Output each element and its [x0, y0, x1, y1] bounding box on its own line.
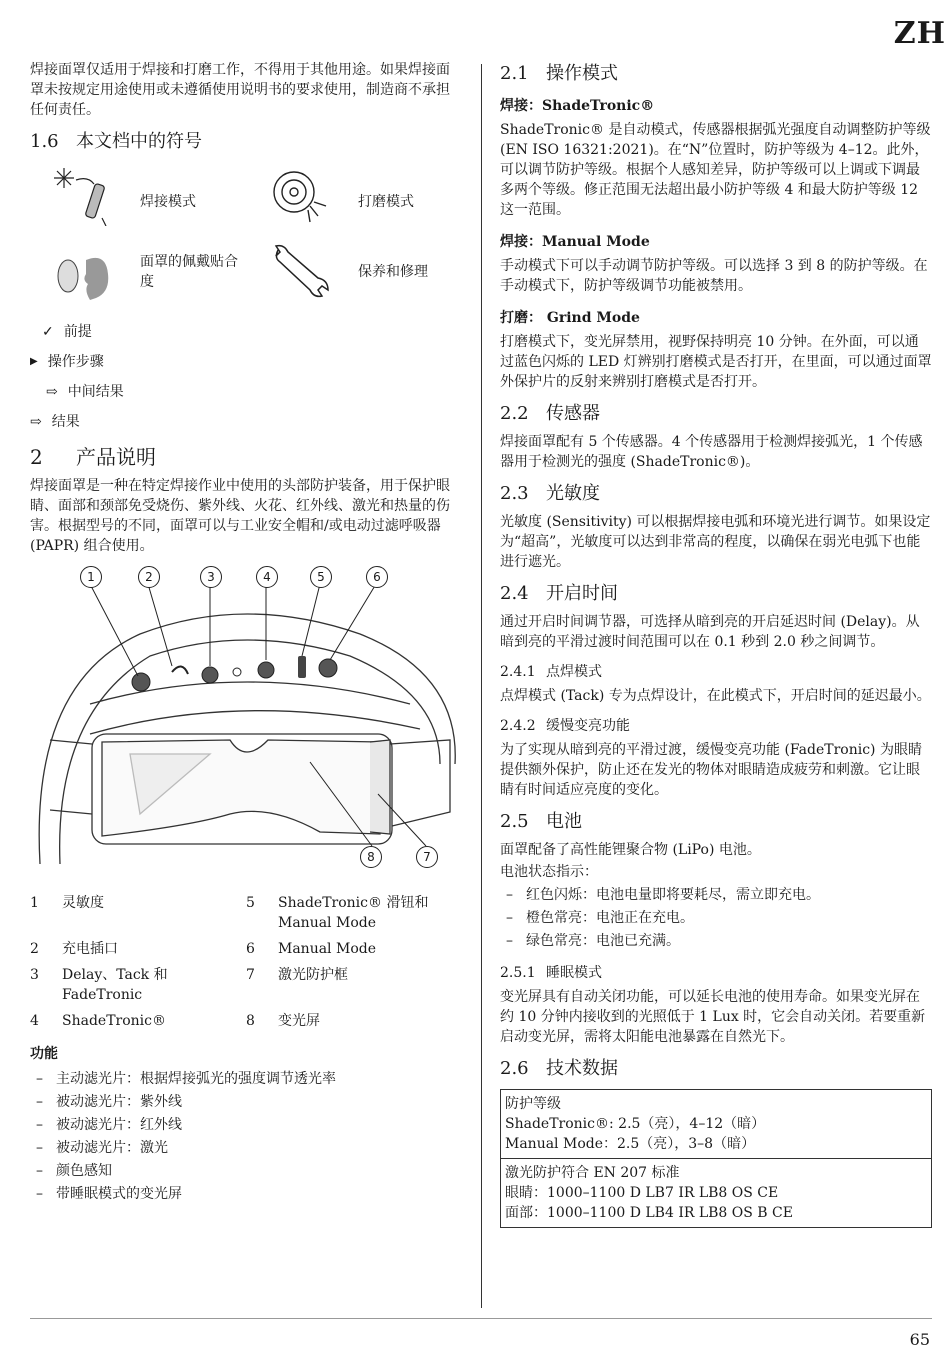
callout-7: 7	[416, 846, 438, 868]
sensitivity-paragraph: 光敏度 (Sensitivity) 可以根据焊接电弧和环境光进行调节。如果设定为“超高”，光敏度可以达到非常高的程度，以确保在弱光电弧下也能进行遮光。	[500, 514, 931, 570]
check-icon: ✓	[42, 324, 54, 340]
section-2-6-heading: 2.6 技术数据	[500, 1058, 618, 1079]
tack-paragraph: 点焊模式 (Tack) 专为点焊设计，在此模式下，开启时间的延迟最小。	[500, 688, 931, 704]
grind-title: 打磨： Grind Mode	[500, 310, 640, 326]
functions-title: 功能	[30, 1046, 58, 1062]
symbol-grid	[30, 162, 455, 312]
footer-rule	[30, 1318, 932, 1319]
list-item: – 绿色常亮：电池已充满。	[500, 930, 932, 953]
result-arrow-icon: ⇨	[30, 414, 42, 430]
helmet-figure	[30, 564, 460, 884]
section-2-4-2-heading: 2.4.2 缓慢变亮功能	[500, 718, 630, 734]
list-item: – 被动滤光片：激光	[30, 1137, 455, 1160]
list-item: – 被动滤光片：红外线	[30, 1114, 455, 1137]
grinding-disc-icon	[270, 168, 330, 224]
sensor-paragraph: 焊接面罩配有 5 个传感器。4 个传感器用于检测焊接弧光，1 个传感器用于检测光的强度 (ShadeTronic®)。	[500, 434, 923, 470]
battery-status-list	[500, 884, 932, 953]
list-item: – 主动滤光片：根据焊接弧光的强度调节透光率	[30, 1068, 455, 1091]
battery-paragraph: 面罩配备了高性能锂聚合物 (LiPo) 电池。	[500, 842, 761, 858]
section-2-paragraph: 焊接面罩是一种在特定焊接作业中使用的头部防护装备，用于保护眼睛、面部和颈部免受烧伤、紫外线、火花、红外线、激光和热量的伤害。根据型号的不同，面罩可以与工业安全帽和/或电动过滤呼吸器 (PAPR) 组合使用。	[30, 478, 450, 554]
step-arrow-icon: ▶	[30, 356, 38, 367]
manual-paragraph: 手动模式下可以手动调节防护等级。可以选择 3 到 8 的防护等级。在手动模式下，防护等级调节功能被禁用。	[500, 258, 928, 294]
callout-1: 1	[80, 566, 102, 588]
shadetronic-paragraph: ShadeTronic® 是自动模式，传感器根据弧光强度自动调整防护等级 (EN ISO 16321:2021)。在“N”位置时，防护等级为 4–12。此外，可以调节防护等级。根据个人感知差异，防护等级可以上调或下调最多两个等级。修正范围无法超出最小防护等级 4 和最大防护等级 12 这一范围。	[500, 122, 931, 218]
right-column	[500, 60, 932, 1228]
welding-torch-icon	[54, 166, 114, 226]
section-1-6-heading: 1.6 本文档中的符号	[30, 131, 202, 152]
intro-paragraph: 焊接面罩仅适用于焊接和打磨工作，不得用于其他用途。如果焊接面罩未按规定用途使用或未遵循使用说明书的要求使用，制造商不承担任何责任。	[30, 62, 450, 118]
shadetronic-title: 焊接：ShadeTronic®	[500, 98, 655, 114]
legend-result: ⇨ 结果	[30, 414, 80, 430]
list-item: – 橙色常亮：电池正在充电。	[500, 907, 932, 930]
manual-title: 焊接：Manual Mode	[500, 234, 650, 250]
section-2-2-heading: 2.2 传感器	[500, 403, 600, 424]
callout-2: 2	[138, 566, 160, 588]
legend-intermediate: ⇨ 中间结果	[46, 384, 124, 400]
symbol-label-welding: 焊接模式	[140, 194, 196, 210]
intermediate-arrow-icon: ⇨	[46, 384, 58, 400]
symbol-label-fit: 面罩的佩戴贴合度	[140, 254, 238, 290]
callout-8: 8	[360, 846, 382, 868]
sleep-paragraph: 变光屏具有自动关闭功能，可以延长电池的使用寿命。如果变光屏在约 10 分钟内接收到的光照低于 1 Lux 时，它会自动关闭。若要重新启动变光屏，需将太阳能电池暴露在自然光下。	[500, 989, 926, 1045]
tech-cell-protection: 防护等级 ShadeTronic®: 2.5（亮），4–12（暗） Manual Mode：2.5（亮），3–8（暗）	[505, 1096, 766, 1152]
section-2-5-1-heading: 2.5.1 睡眠模式	[500, 965, 602, 981]
column-divider	[481, 64, 482, 1308]
helmet-drawing	[30, 564, 460, 884]
table-row: 2 充电插口 6 Manual Mode	[30, 941, 376, 957]
grind-paragraph: 打磨模式下，变光屏禁用，视野保持明亮 10 分钟。在外面，可以通过蓝色闪烁的 LED 灯辨别打磨模式是否打开，在里面，可以通过面罩外保护片的反射来辨别打磨模式是否打开。	[500, 334, 932, 390]
table-row: 3 Delay、Tack 和 FadeTronic 7 激光防护框	[30, 967, 348, 1003]
fade-paragraph: 为了实现从暗到亮的平滑过渡，缓慢变亮功能 (FadeTronic) 为眼睛提供额外保护，防止还在发光的物体对眼睛造成疲劳和刺激。它让眼睛有时间适应亮度的变化。	[500, 742, 922, 798]
callout-6: 6	[366, 566, 388, 588]
section-2-1-heading: 2.1 操作模式	[500, 63, 618, 84]
tech-data-table	[500, 1089, 932, 1228]
list-item: – 颜色感知	[30, 1160, 455, 1183]
symbol-label-grinding: 打磨模式	[358, 194, 414, 210]
list-item: – 带睡眠模式的变光屏	[30, 1183, 455, 1206]
table-row: 1 灵敏度 5 ShadeTronic® 滑钮和 Manual Mode	[30, 895, 429, 931]
section-2-4-heading: 2.4 开启时间	[500, 583, 618, 604]
list-item: – 红色闪烁：电池电量即将要耗尽，需立即充电。	[500, 884, 932, 907]
functions-list	[30, 1068, 455, 1206]
list-item: – 被动滤光片：紫外线	[30, 1091, 455, 1114]
left-column	[30, 60, 455, 1208]
battery-status-title: 电池状态指示：	[500, 864, 598, 880]
section-2-heading: 2 产品说明	[30, 445, 156, 469]
tech-cell-laser: 激光防护符合 EN 207 标准 眼睛：1000–1100 D LB7 IR LB8 OS CE 面部：1000–1100 D LB4 IR LB8 OS B CE	[501, 1158, 931, 1227]
page-number: 65	[909, 1330, 930, 1349]
callout-5: 5	[310, 566, 332, 588]
section-2-5-heading: 2.5 电池	[500, 811, 582, 832]
wrench-icon	[270, 244, 330, 302]
legend-precondition: ✓ 前提	[42, 324, 92, 340]
legend-step: ▶ 操作步骤	[30, 354, 104, 370]
section-2-4-1-heading: 2.4.1 点焊模式	[500, 664, 602, 680]
delay-paragraph: 通过开启时间调节器，可选择从暗到亮的开启延迟时间 (Delay)。从暗到亮的平滑过渡时间范围可以在 0.1 秒到 2.0 秒之间调节。	[500, 614, 920, 650]
callout-3: 3	[200, 566, 222, 588]
table-row: 4 ShadeTronic® 8 变光屏	[30, 1013, 320, 1029]
symbol-label-maintenance: 保养和修理	[358, 264, 428, 280]
parts-table	[30, 890, 455, 1034]
language-code: ZH	[893, 16, 946, 51]
section-2-3-heading: 2.3 光敏度	[500, 483, 600, 504]
callout-4: 4	[256, 566, 278, 588]
head-fit-icon	[54, 246, 114, 302]
